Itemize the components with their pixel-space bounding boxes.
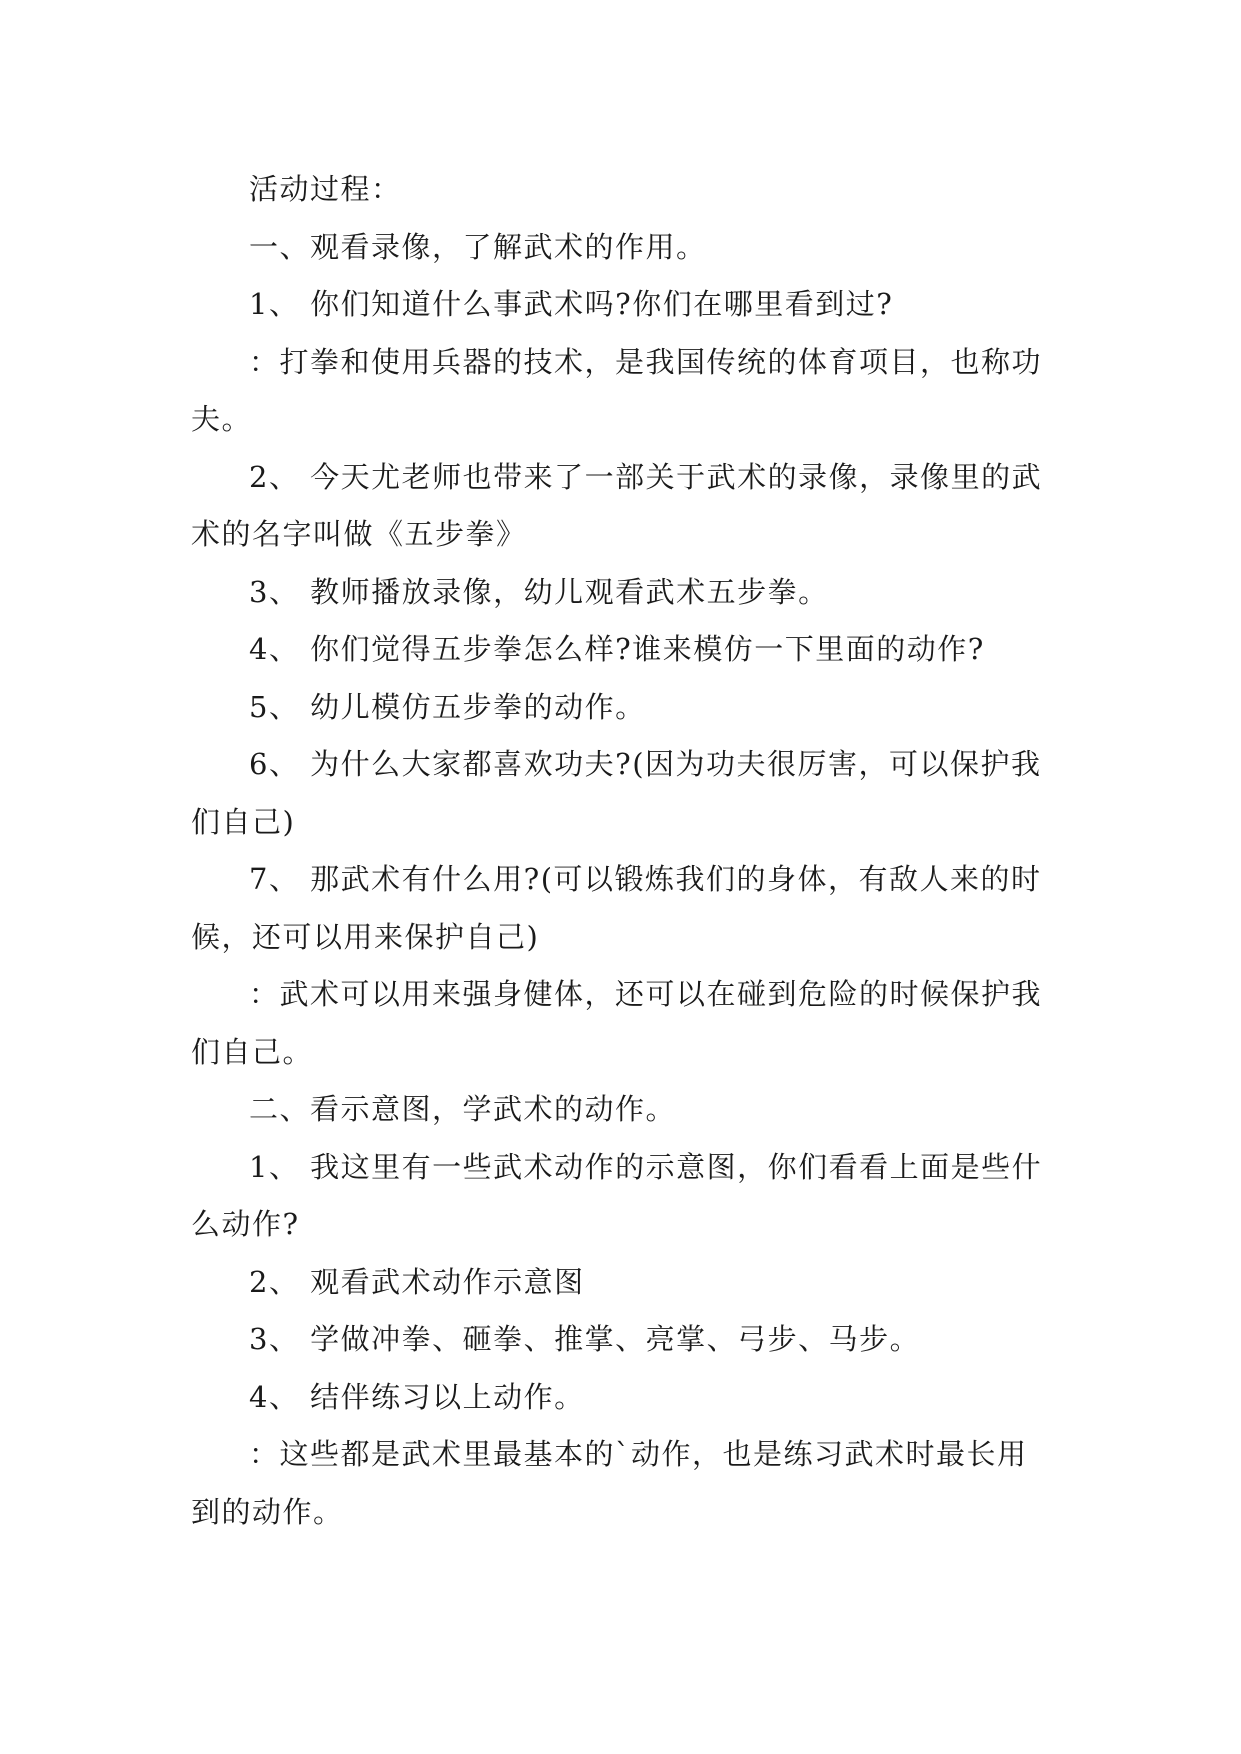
paragraph-item: 6、 为什么大家都喜欢功夫?(因为功夫很厉害，可以保护我们自己) bbox=[191, 747, 1042, 839]
paragraph-item: 1、 你们知道什么事武术吗?你们在哪里看到过? bbox=[249, 287, 894, 321]
section-heading-activity-process: 活动过程： bbox=[249, 172, 402, 206]
paragraph-note: ：打拳和使用兵器的技术，是我国传统的体育项目，也称功夫。 bbox=[191, 344, 1043, 436]
paragraph-item: 4、 你们觉得五步拳怎么样?谁来模仿一下里面的动作? bbox=[249, 632, 985, 666]
section-heading-part-two: 二、看示意图，学武术的动作。 bbox=[249, 1092, 677, 1126]
paragraph-note: ：武术可以用来强身健体，还可以在碰到危险的时候保护我们自己。 bbox=[191, 977, 1043, 1069]
paragraph-item: 4、 结伴练习以上动作。 bbox=[249, 1379, 585, 1414]
section-heading-part-one: 一、观看录像，了解武术的作用。 bbox=[249, 229, 707, 264]
document-body bbox=[191, 161, 1053, 1541]
paragraph-item: 7、 那武术有什么用?(可以锻炼我们的身体，有敌人来的时候，还可以用来保护自己) bbox=[191, 862, 1042, 954]
paragraph-note: ：这些都是武术里最基本的`动作，也是练习武术时最长用到的动作。 bbox=[191, 1437, 1028, 1529]
paragraph-item: 2、 今天尤老师也带来了一部关于武术的录像，录像里的武术的名字叫做《五步拳》 bbox=[191, 459, 1043, 551]
paragraph-item: 5、 幼儿模仿五步拳的动作。 bbox=[249, 689, 646, 724]
paragraph-item: 2、 观看武术动作示意图 bbox=[249, 1264, 585, 1299]
paragraph-item: 3、 学做冲拳、砸拳、推掌、亮掌、弓步、马步。 bbox=[249, 1322, 921, 1356]
paragraph-item: 3、 教师播放录像，幼儿观看武术五步拳。 bbox=[249, 574, 829, 609]
paragraph-item: 1、 我这里有一些武术动作的示意图，你们看看上面是些什么动作? bbox=[191, 1149, 1043, 1241]
